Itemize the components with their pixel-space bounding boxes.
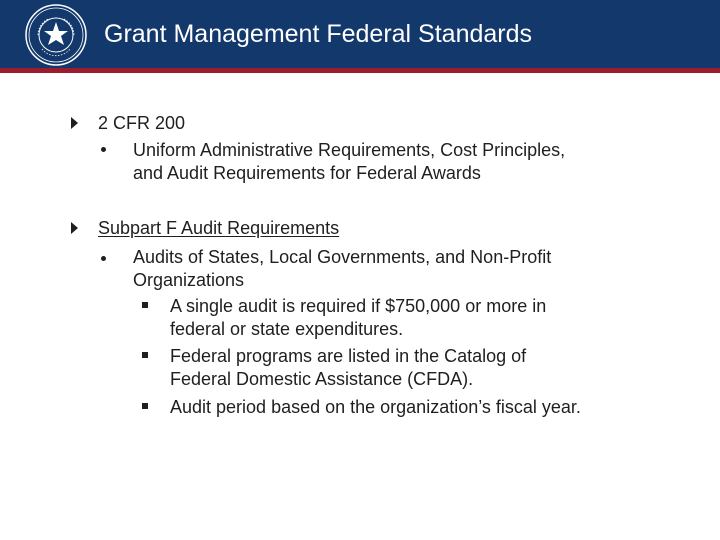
sub-bullet-text-line: Federal Domestic Assistance (CFDA). — [170, 369, 474, 389]
arrow-bullet-icon — [71, 222, 78, 234]
section-heading-subpart-f: Subpart F Audit Requirements — [98, 218, 340, 238]
sub-bullet-text-line: Audit period based on the organization’s fiscal year. — [170, 397, 581, 417]
slide-title: Grant Management Federal Standards — [104, 20, 533, 48]
round-bullet-icon — [101, 147, 106, 152]
square-bullet-icon — [142, 352, 148, 358]
bullet-text-line: Uniform Administrative Requirements, Cost Principles, — [133, 140, 566, 160]
bullet-text-line: Audits of States, Local Governments, and Non-Profit — [133, 247, 552, 267]
square-bullet-icon — [142, 403, 148, 409]
bullet-text-line: Organizations — [133, 270, 245, 290]
section-heading-cfr: 2 CFR 200 — [98, 113, 186, 133]
sub-bullet-text-line: A single audit is required if $750,000 or more in — [170, 296, 547, 316]
square-bullet-icon — [142, 302, 148, 308]
round-bullet-icon — [101, 256, 106, 261]
arrow-bullet-icon — [71, 117, 78, 129]
sub-bullet-text-line: federal or state expenditures. — [170, 319, 404, 339]
bullet-text-line: and Audit Requirements for Federal Awards — [133, 163, 481, 183]
sub-bullet-text-line: Federal programs are listed in the Catalog of — [170, 346, 527, 366]
